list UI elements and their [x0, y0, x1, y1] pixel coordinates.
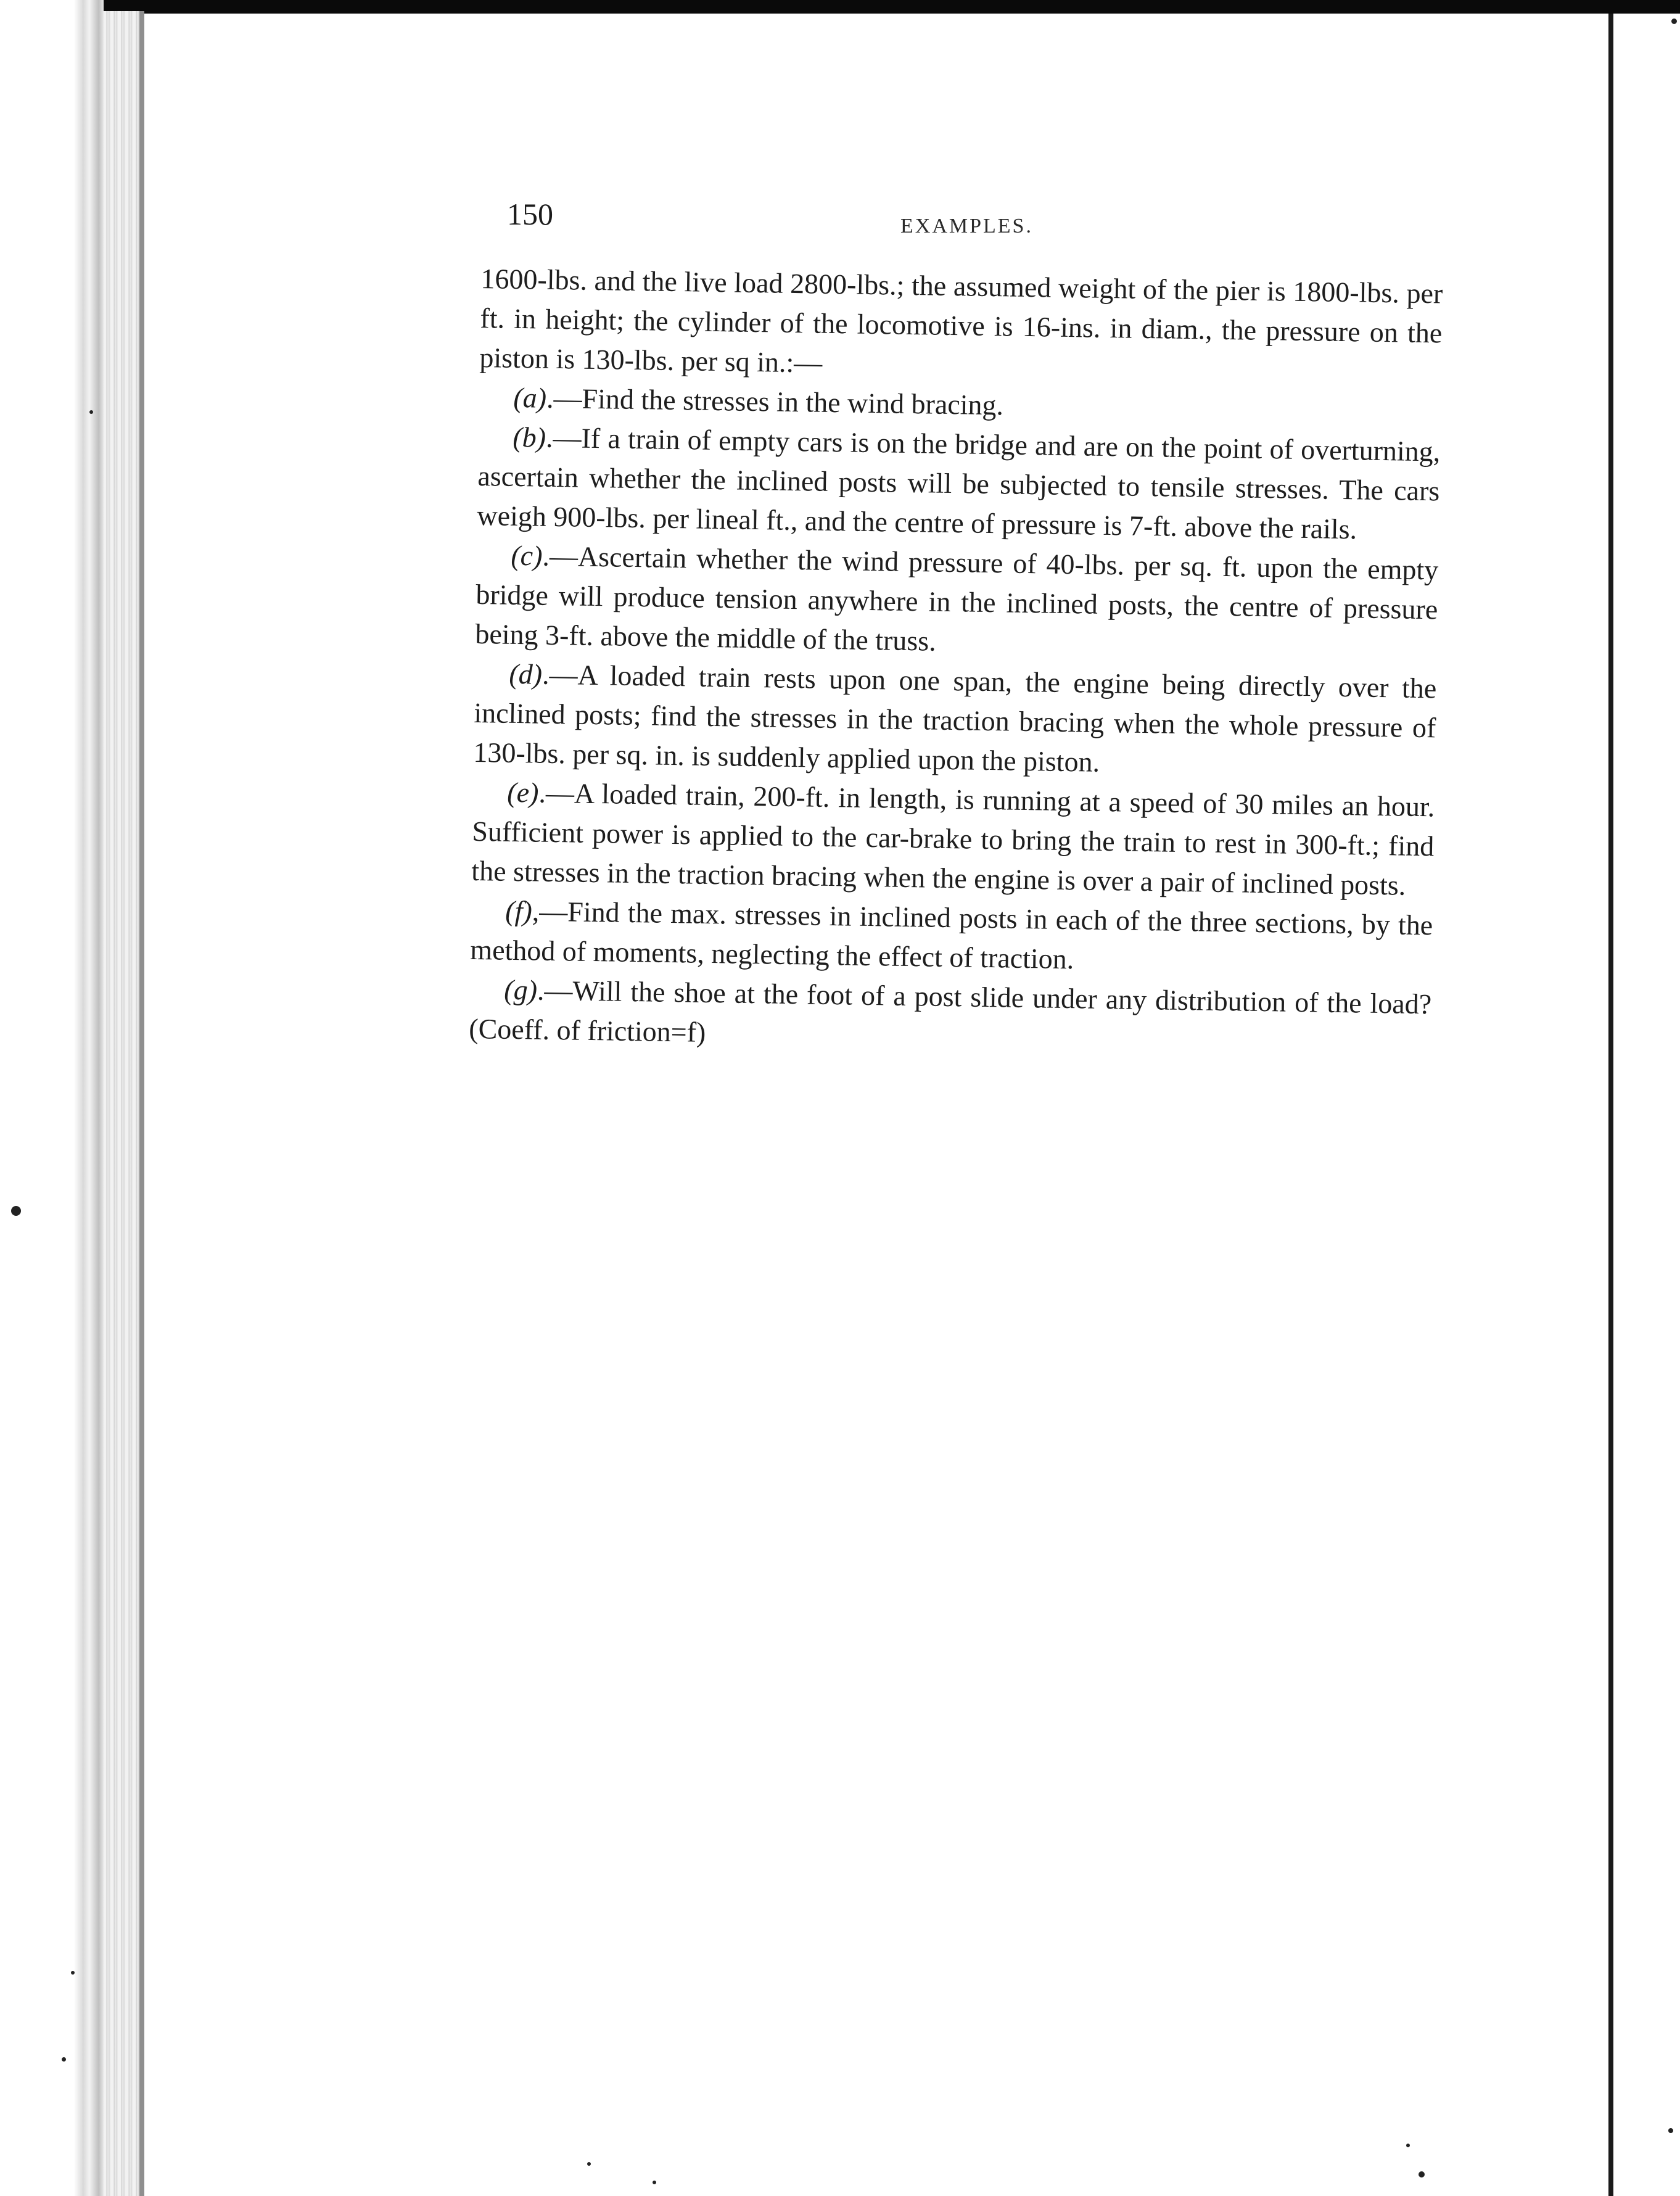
example-e — [471, 772, 1435, 906]
example-g — [469, 970, 1432, 1063]
example-text: .—Ascertain whether the wind pressure of 40-lbs. per sq. ft. upon the empty bridge will produce tension anywhere in the inclined posts, the centre of pressure being 3-ft. above the middle of the truss. — [475, 540, 1439, 657]
running-head: EXAMPLES. — [900, 215, 1033, 237]
example-text: ,—Find the max. stresses in inclined posts in each of the three sections, by the method of moments, neglecting the effect of traction. — [470, 895, 1433, 975]
example-text: .—Find the stresses in the wind bracing. — [546, 382, 1004, 421]
example-label: (c) — [511, 539, 543, 572]
example-label: (g) — [504, 973, 538, 1006]
page-number: 150 — [507, 197, 553, 231]
example-c — [475, 535, 1439, 669]
examples-body — [469, 259, 1443, 1063]
example-b — [477, 417, 1441, 550]
example-label: (d) — [509, 658, 543, 690]
example-f — [470, 891, 1433, 984]
example-text: .—A loaded train rests upon one span, the engine being directly over the inclined posts; find the stresses in the traction bracing when the whole pressure of 130-lbs. per sq. in. is suddenly applied upon the piston. — [473, 658, 1437, 778]
paragraph-text: 1600-lbs. and the live load 2800-lbs.; the assumed weight of the pier is 1800-lbs. per ft. in height; the cylinder of the locomotive is 16-ins. in diam., the pressure on the piston is 130-lbs. per sq in.:— — [479, 262, 1443, 379]
example-d — [473, 654, 1437, 787]
example-label: (e) — [507, 776, 539, 809]
paragraph-continuation — [479, 259, 1443, 392]
example-label: (b) — [513, 421, 546, 453]
example-text: .—A loaded train, 200-ft. in length, is running at a speed of 30 miles an hour. Sufficient power is applied to the car-brake to bring the train to rest in 300-ft.; find the stresses in the traction bracing when the engine is over a pair of inclined posts. — [471, 777, 1435, 901]
example-label: (f) — [505, 894, 533, 927]
example-text: .—If a train of empty cars is on the bridge and are on the point of overturning, ascertain whether the inclined posts will be subjected to tensile stresses. The cars weigh 900-lbs. per lineal ft., and the centre of pressure is 7-ft. above the rails. — [477, 421, 1441, 545]
example-label: (a) — [513, 381, 547, 414]
example-text: .—Will the shoe at the foot of a post slide under any distribution of the load? (Coeff. of friction=f) — [469, 974, 1432, 1048]
